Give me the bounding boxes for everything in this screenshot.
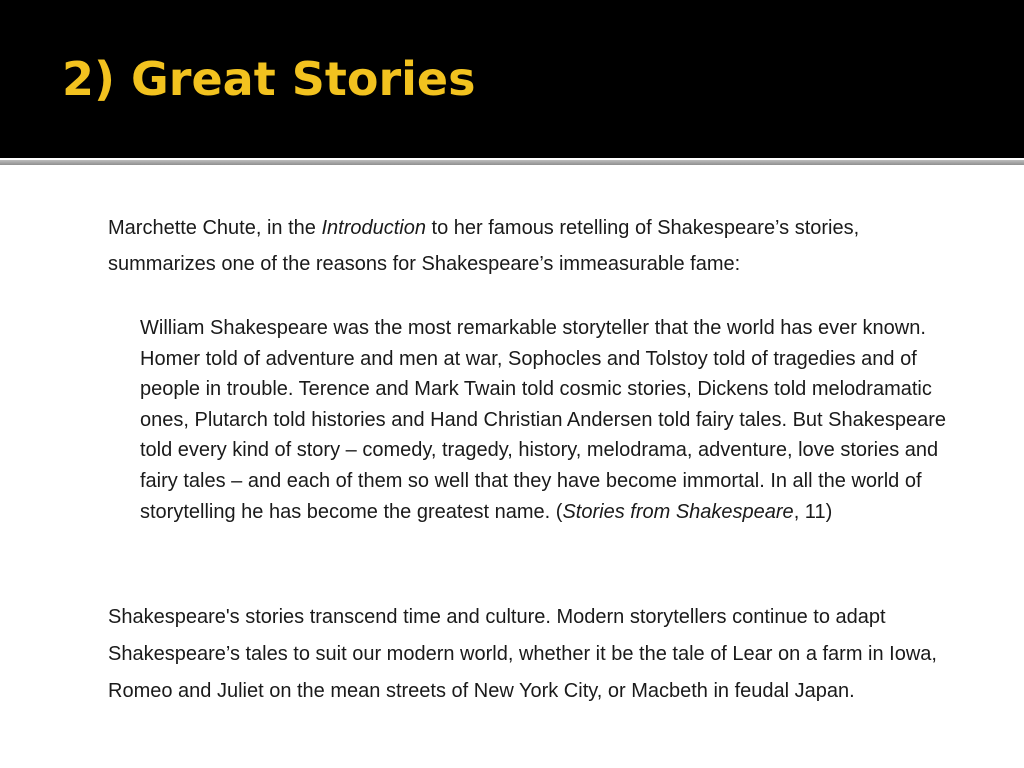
intro-text-end: to her famous retelling of Shakespeare’s stories, summarizes one of the reasons for Shakespeare’s immeasurable fame: [108, 217, 860, 275]
slide-title: 2) Great Stories [62, 52, 476, 106]
quote-citation-page: , 11) [793, 500, 833, 523]
intro-paragraph [108, 210, 968, 282]
quote-citation-title: Stories from Shakespeare [562, 500, 794, 523]
intro-text-start: Marchette Chute, in the [108, 217, 322, 239]
intro-italic-title: Introduction [321, 217, 426, 239]
title-divider [0, 160, 1024, 165]
quote-body: William Shakespeare was the most remarkable storyteller that the world has ever known. Homer told of adventure and men at war, Sophocles and Tolstoy told of tragedies and of people in trouble. Terence and Mark Twain told cosmic stories, Dickens told melodramatic ones, Plutarch told histories and Hand Christian Andersen told fairy tales. But Shakespeare told every kind of story – comedy, tragedy, history, melodrama, adventure, love stories and fairy tales – and each of them so well that they have become immortal. In all the world of storytelling he has become the greatest name. ( [140, 317, 947, 523]
title-bar [0, 0, 1024, 158]
closing-paragraph: Shakespeare's stories transcend time and culture. Modern storytellers continue to adapt Shakespeare’s tales to suit our modern world, whether it be the tale of Lear on a farm in Iowa, Romeo and Juliet on the mean streets of New York City, or Macbeth in feudal Japan. [108, 606, 937, 702]
block-quote [140, 313, 975, 527]
